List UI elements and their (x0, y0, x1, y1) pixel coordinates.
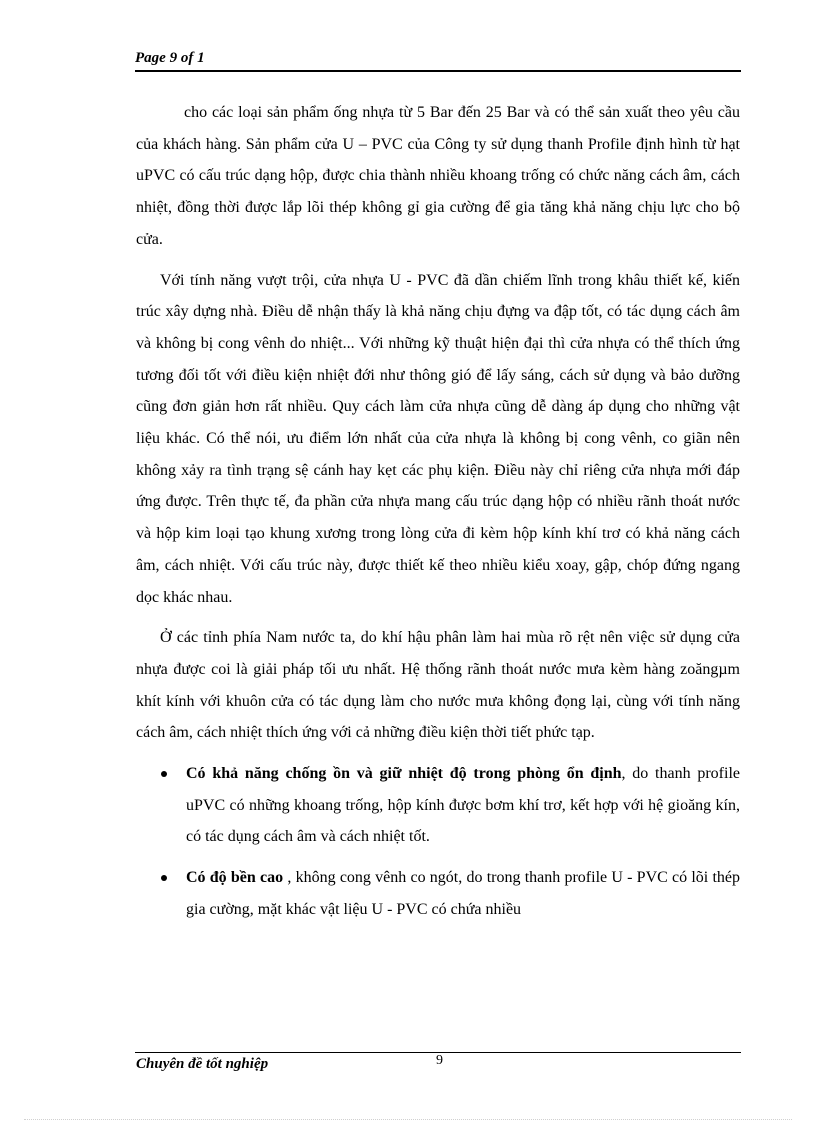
feature-bullet-list (136, 758, 740, 926)
feature-bullet-heading: Có khả năng chống ồn và giữ nhiệt độ trong phòng ổn định (186, 765, 622, 783)
feature-bullet-text: , không cong vênh co ngót, do trong thanh profile U - PVC có lõi thép gia cường, mặt khác vật liệu U - PVC có chứa nhiều (186, 869, 741, 918)
feature-bullet-item (136, 758, 740, 853)
body-paragraph: cho các loại sản phẩm ống nhựa từ 5 Bar đến 25 Bar và có thể sản xuất theo yêu cầu của khách hàng. Sản phẩm cửa U – PVC của Công ty sử dụng thanh Profile định hình từ hạt uPVC có cấu trúc dạng hộp, được chia thành nhiều khoang trống có chức năng cách âm, cách nhiệt, đồng thời được lắp lõi thép không gỉ gia cường để gia tăng khả năng chịu lực cho bộ cửa. (136, 104, 740, 248)
page-header-title: Page 9 of 1 (135, 50, 205, 66)
bullet-icon (161, 875, 167, 881)
body-paragraph: Với tính năng vượt trội, cửa nhựa U - PVC đã dần chiếm lĩnh trong khâu thiết kế, kiến trúc xây dựng nhà. Điều dễ nhận thấy là khả năng chịu đựng va đập tốt, có tác dụng cách âm và không bị cong vênh do nhiệt... Với những kỹ thuật hiện đại thì cửa nhựa có thể thích ứng tương đối tốt với điều kiện nhiệt đới như thông gió để lấy sáng, cách sử dụng và bảo dưỡng cũng đơn giản hơn rất nhiều. Quy cách làm cửa nhựa cũng dễ dàng áp dụng cho những vật liệu khác. Có thể nói, ưu điểm lớn nhất của cửa nhựa là không bị cong vênh, co giãn nên không xảy ra tình trạng sệ cánh hay kẹt các phụ kiện. Điều này chỉ riêng cửa nhựa mới đáp ứng được. Trên thực tế, đa phần cửa nhựa mang cấu trúc dạng hộp có nhiều rãnh thoát nước và hộp kim loại tạo khung xương trong lòng cửa đi kèm hộp kính khí trơ có khả năng cách âm, cách nhiệt. Với cấu trúc này, được thiết kế theo nhiều kiểu xoay, gập, chóp đứng ngang dọc khác nhau. (136, 271, 740, 606)
page-edge-divider (24, 1119, 792, 1120)
page-header (135, 48, 741, 72)
bullet-icon (161, 771, 167, 777)
document-body (136, 97, 740, 935)
footer-label: Chuyên đề tốt nghiệp (136, 1056, 269, 1072)
feature-bullet-heading: Có độ bền cao (186, 869, 284, 887)
footer-page-number: 9 (436, 1053, 443, 1068)
body-paragraph: Ở các tỉnh phía Nam nước ta, do khí hậu phân làm hai mùa rõ rệt nên việc sử dụng cửa nhựa được coi là giải pháp tối ưu nhất. Hệ thống rãnh thoát nước mưa kèm hàng zoăngµm khít kính với khuôn cửa có tác dụng làm cho nước mưa không đọng lại, cùng với tính năng cách âm, cách nhiệt thích ứng với cả những điều kiện thời tiết phức tạp. (136, 629, 740, 742)
feature-bullet-item (136, 862, 740, 925)
feature-bullet-text: , do thanh profile uPVC có những khoang trống, hộp kính được bơm khí trơ, kết hợp với hệ gioăng kín, có tác dụng cách âm và cách nhiệt tốt. (186, 765, 740, 846)
